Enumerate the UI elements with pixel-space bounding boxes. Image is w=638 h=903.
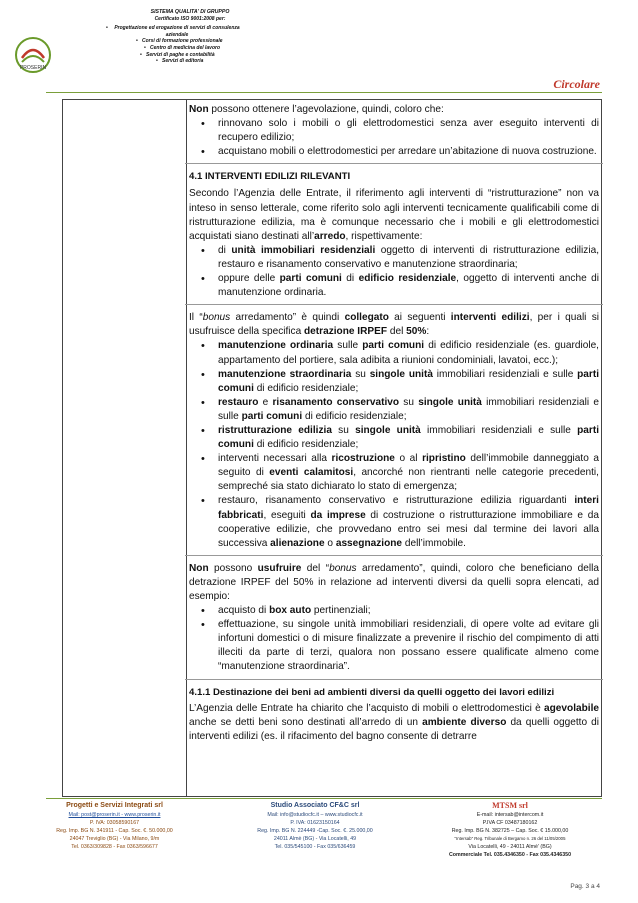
text-run: detrazione IRPEF (304, 326, 388, 338)
column-divider (186, 100, 187, 796)
footer-company-name: MTSM srl (492, 801, 528, 810)
section-heading: 4.1 INTERVENTI EDILIZI RILEVANTI (189, 171, 351, 183)
text-run: restauro, risanamento conservativo e ristrutturazione edilizia riguardanti (218, 495, 575, 507)
text-run: manutenzione ordinaria (218, 340, 334, 352)
text-run: Non (189, 104, 209, 115)
text-run: pertinenziali; (311, 605, 371, 617)
document-body (189, 103, 599, 744)
text-run: singole unità (355, 424, 421, 436)
footer-contact-line[interactable]: Mail: post@proserin.it - www.proserin.it (68, 812, 161, 818)
list-item (189, 618, 599, 674)
bullet-list (189, 604, 599, 674)
text-run: di edificio residenziale; (253, 439, 359, 451)
paragraph (189, 562, 599, 604)
text-run: di costruzione o ristrutturazione immobiliare e da cooperative edilizie, che provvedano entro sei mesi dal termine dei lavori alla successiva (218, 509, 599, 549)
bullet-list (189, 244, 599, 300)
text-run: , rispettivamente: (345, 230, 423, 242)
text-run: restauro (218, 396, 259, 408)
footer-contact-line[interactable]: E-mail: intersab@intercom.it (476, 812, 544, 818)
list-item (189, 339, 599, 367)
cert-item: • Corsi di formazione professionale (142, 38, 290, 45)
text-run: immobiliari residenziali e sulle (420, 424, 578, 436)
text-run: assegnazione (335, 537, 403, 549)
text-run: su (399, 396, 419, 408)
text-run: , oggetto di interventi anche di manutenzione ordinaria. (218, 273, 599, 299)
list-item (189, 396, 599, 424)
text-run: e (258, 396, 273, 408)
footer-info-line: Via Locatelli, 49 - 24011 Almè' (BG) (468, 844, 552, 850)
text-run: rinnovano solo i mobili o gli elettrodomestici senza aver eseguito interventi di recupero edilizio; (218, 118, 599, 144)
footer-info-line: 24011 Almè (BG) - Via Locatelli, 49 (273, 836, 357, 842)
text-run: parti comuni (279, 273, 342, 285)
cert-item: • Servizi di editoria (162, 58, 290, 65)
text-run: acquisto di (218, 605, 270, 617)
header-divider (46, 92, 602, 93)
text-run: parti comuni (241, 410, 303, 422)
text-run: , per i quali si usufruisce della specifica (189, 312, 600, 338)
text-run: arredamento”, quindi, coloro che beneficiano della detrazione IRPEF del 50% in relazione ad interventi diversi da quelli sopra elencati, ad esempio: (189, 562, 599, 602)
text-run: , eseguiti (263, 509, 311, 521)
text-run: bonus (329, 562, 357, 574)
text-run: arredamento” è quindi (230, 312, 345, 324)
company-logo (14, 36, 52, 74)
text-run: anche se detti beni sono destinati all’arredo di un (189, 716, 423, 728)
subsection-heading: 4.1.1 Destinazione dei beni ad ambienti diversi da quelli oggetto dei lavori edilizi (189, 686, 555, 698)
quality-system-title: SISTEMA QUALITA' DI GRUPPO (150, 9, 230, 15)
footer-company-proserin (12, 801, 217, 851)
text-run: risanamento conservativo (272, 396, 400, 408)
text-run: usufruire (257, 562, 302, 574)
text-run: di edificio residenziale; (253, 382, 359, 394)
footer-info-line: P.IVA CF 03487180162 (482, 820, 538, 826)
list-item (189, 145, 599, 159)
footer-divider (46, 798, 602, 799)
text-run: di edificio residenziale; (302, 410, 407, 422)
footer-contact-line[interactable]: Mail: info@studiocfc.it – www.studiocfc.it (267, 812, 363, 818)
list-item (189, 368, 599, 396)
text-run: arredo (314, 230, 346, 242)
text-run: del (387, 326, 407, 338)
text-run: dell’immobile danneggiato a seguito di (218, 453, 599, 479)
certification-header (90, 9, 290, 65)
text-run: bonus (202, 312, 231, 324)
text-run: del “ (301, 562, 330, 574)
text-run: box auto (269, 605, 312, 617)
text-run: possono ottenere l’agevolazione, quindi, coloro che: (208, 104, 444, 115)
text-run: di edificio residenziale (es. guardiole, appartamento del portiere, sala adibita a riunioni condominiali, lavatoi, ecc.); (218, 340, 599, 366)
text-run: o (324, 537, 336, 549)
paragraph (189, 311, 599, 339)
text-run: da quelli oggetto di interventi edilizi (es. il rifacimento del bagno consente di detrarre (189, 716, 599, 742)
certification-list (90, 25, 290, 65)
text-run: interi fabbricati (218, 495, 599, 521)
text-run: oppure delle (218, 273, 280, 285)
text-run: 50% (406, 326, 427, 338)
footer-info-line: 24047 Treviglio (BG) - Via Milano, 9/m (69, 836, 160, 842)
text-run: ricostruzione (331, 453, 395, 465)
footer-info-line: Commerciale Tel. 035.4346350 - Fax 035.4346350 (448, 852, 572, 858)
text-run: di (218, 244, 232, 256)
logo-text: PROSERIN (19, 65, 47, 71)
text-run: eventi calamitosi (269, 467, 354, 479)
footer-company-cfc (230, 801, 400, 851)
text-run: interventi necessari alla (218, 453, 332, 465)
certification-line: Certificato ISO 9001:2008 per: (154, 15, 226, 22)
list-item (189, 604, 599, 618)
bullet-list (189, 117, 599, 159)
text-run: su (331, 424, 356, 436)
text-run: collegato (344, 312, 389, 324)
footer-info-line: Tel. 035/545100 - Fax 035/636459 (274, 844, 356, 850)
text-run: singole unità (418, 396, 482, 408)
text-run: immobiliari residenziali e sulle (432, 368, 578, 380)
footer-company-name: Progetti e Servizi Integrati srl (66, 802, 163, 809)
footer-info-line: Tel. 0363/309828 - Fax 0363/596677 (71, 844, 158, 850)
text-run: acquistano mobili o elettrodomestici per arredare un’abitazione di nuova costruzione. (218, 146, 597, 158)
paragraph (189, 103, 599, 117)
text-run: Secondo l’Agenzia delle Entrate, il riferimento agli interventi di “ristrutturazione” non va inteso in senso letterale, come riferito solo agli interventi tecnicamente qualificabili come di ristrutturazione edilizia, ma è comunque necessario che i mobili e gli elettrodomestici acquistati siano destinati all’ (189, 188, 599, 242)
cert-item: • Centro di medicina del lavoro (150, 45, 290, 52)
text-run: parti comuni (218, 424, 599, 451)
text-run: agevolabile (544, 702, 599, 714)
text-run: Il “ (189, 312, 203, 324)
text-run: manutenzione straordinaria (218, 368, 352, 380)
list-item (189, 272, 599, 300)
footer-info-line: P. IVA: 03058590167 (89, 820, 140, 826)
text-run: ai seguenti (388, 312, 451, 324)
text-run: effettuazione, su singole unità immobiliari residenziali, di opere volte ad evitare gli infortuni domestici o di misure finalizzate a prevenire il rischio del compimento di atti illeciti da parte di terzi, qualora non possano essere qualificate almeno come “manutenzione straordinaria”. (218, 619, 599, 673)
footer-info-line: P. IVA: 01623150164 (290, 820, 340, 826)
paragraph (189, 702, 599, 744)
text-run: su (351, 368, 370, 380)
text-run: ambiente diverso (422, 716, 507, 728)
footer-info-line: Reg. Imp. BG N. 341911 - Cap. Soc. €. 50.000,00 (56, 828, 173, 834)
text-run: , ancorché non rientranti nelle categorie precedenti, sempreché sia stato dichiarato lo stato di emergenza; (218, 467, 599, 493)
text-run: singole unità (369, 368, 433, 380)
footer-company-name: Studio Associato CF&C srl (270, 802, 360, 809)
text-run: o al (394, 453, 423, 465)
text-run: interventi edilizi (450, 312, 530, 324)
list-item (189, 494, 599, 550)
footer-info-line: "Intersab" Reg. Tribunale di Bergamo n. 26 del 11/05/2005 (454, 836, 566, 841)
text-run: unità immobiliari residenziali (231, 244, 376, 256)
text-run: sulle (333, 340, 363, 352)
list-item (189, 244, 599, 272)
text-run: di (341, 273, 359, 285)
text-run: oggetto di interventi di ristrutturazione edilizia, restauro e risanamento conservativo e manutenzione straordinaria; (218, 244, 599, 270)
text-run: dell’immobile. (402, 537, 466, 549)
text-run: da imprese (310, 509, 366, 521)
text-run: parti comuni (218, 368, 599, 394)
cert-item: • Servizi di paghe e contabilità (146, 52, 290, 59)
footer-company-mtsm (420, 801, 600, 859)
text-run: Non (189, 562, 209, 574)
footer-info-line: Reg. Imp. BG N. 224449 -Cap. Soc. €. 25.000,00 (257, 828, 373, 834)
footer-info-line: Reg. Imp. BG N. 382725 – Cap. Soc. € 15.000,00 (451, 828, 569, 834)
text-run: immobiliari residenziali e sulle (218, 396, 599, 422)
bullet-list (189, 339, 599, 550)
list-item (189, 117, 599, 145)
list-item (189, 424, 599, 452)
list-item (189, 452, 599, 494)
paragraph (189, 187, 599, 243)
text-run: parti comuni (362, 340, 425, 352)
page-number: Pag. 3 a 4 (570, 883, 600, 890)
text-run: ristrutturazione edilizia (218, 424, 332, 436)
text-run: L’Agenzia delle Entrate ha chiarito che l’acquisto di mobili o elettrodomestici è (189, 702, 545, 714)
text-run: : (426, 326, 430, 338)
cert-item: • Progettazione ed erogazione di servizi di consulenza aziendale (112, 25, 242, 38)
text-run: alienazione (270, 537, 325, 549)
text-run: ripristino (422, 453, 466, 465)
text-run: possono (208, 562, 258, 574)
document-type-label: Circolare (553, 77, 600, 91)
text-run: edificio residenziale (358, 273, 457, 285)
